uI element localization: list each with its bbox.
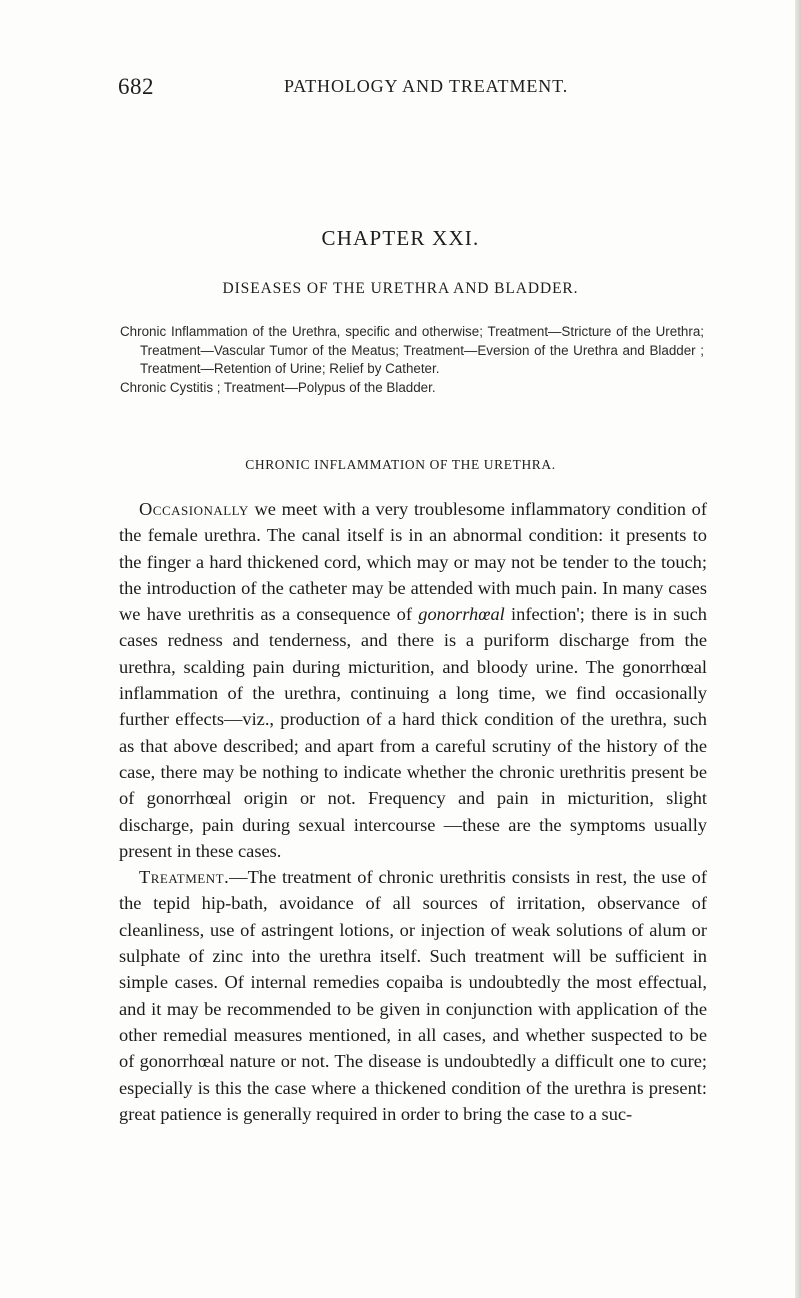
synopsis-paragraph: Chronic Cystitis ; Treatment—Polypus of the Bladder.: [120, 379, 436, 395]
paragraph-lead-in: Occasionally: [139, 499, 249, 519]
running-head: [118, 74, 698, 104]
body-paragraph: [119, 864, 707, 1127]
italic-term: gonorrhœal: [418, 604, 505, 625]
chapter-subtitle: DISEASES OF THE URETHRA AND BLADDER.: [222, 280, 579, 297]
paragraph-text: infection'; there is in such cases redness and tenderness, and there is a puriform discharge from the urethra, scalding pain during micturition, and bloody urine. The gonorrhœal inflammation of the urethra, continuing a long time, we find occasionally further effects—viz., production of a hard thick condition of the urethra, such as that above described; and apart from a careful scrutiny of the history of the case, there may be nothing to indicate whether the chronic urethritis present be of gonorrhœal origin or not. Frequency and pain in micturition, slight discharge, pain during sexual intercourse —these are the symptoms usually present in these cases.: [119, 604, 707, 861]
page-edge-shadow: [795, 0, 801, 1298]
synopsis-paragraph: Chronic Inflammation of the Urethra, specific and otherwise; Treatment—Stricture of the Urethra; Treatment—Vascular Tumor of the Meatus; Treatment—Eversion of the Urethra and Bladder ; Treatment—Retention of Urine; Relief by Catheter.: [120, 324, 704, 377]
paragraph-text: we meet with a very troublesome inflammatory condition of the female urethra. The canal itself is in an abnormal condition: it presents to the finger a hard thickened cord, which may or may not be tender to the touch; the introduction of the catheter may be attended with much pain. In many cases we have urethritis as a consequence of: [119, 499, 707, 625]
chapter-title: CHAPTER XXI.: [321, 226, 480, 250]
body-text: [119, 496, 707, 1127]
chapter-synopsis: [120, 323, 704, 397]
running-title: PATHOLOGY AND TREATMENT.: [284, 76, 569, 96]
body-paragraph: [119, 496, 707, 864]
paragraph-text: —The treatment of chronic urethritis consists in rest, the use of the tepid hip-bath, avoidance of all sources of irritation, observance of cleanliness, use of astringent lotions, or injection of weak solutions of alum or sulphate of zinc into the urethra itself. Such treatment will be sufficient in simple cases. Of internal remedies copaiba is undoubtedly the most effectual, and it may be recommended to be given in conjunction with application of the other remedial measures mentioned, in all cases, and whether suspected to be of gonorrhœal nature or not. The disease is undoubtedly a difficult one to cure; especially is this the case where a thickened condition of the urethra is present: great patience is generally required in order to bring the case to a suc-: [119, 867, 707, 1124]
paragraph-lead-in: Treatment.: [139, 867, 230, 888]
page-number: 682: [118, 74, 154, 99]
section-heading: CHRONIC INFLAMMATION OF THE URETHRA.: [245, 457, 556, 472]
